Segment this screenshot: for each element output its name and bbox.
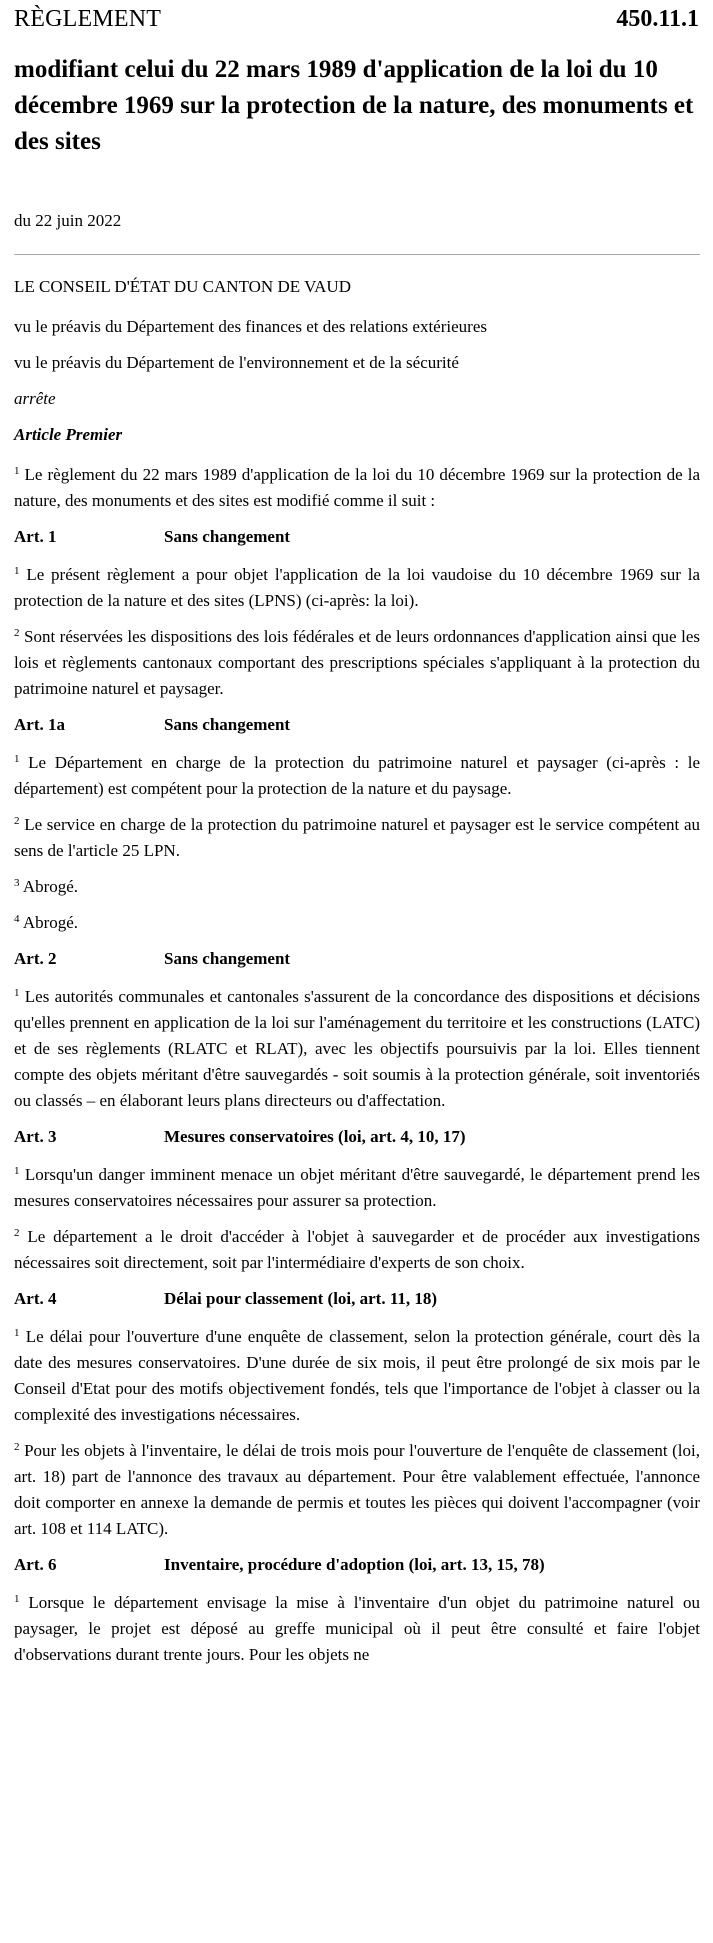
document-title: modifiant celui du 22 mars 1989 d'application de la loi du 10 décembre 1969 sur la protection de la nature, des monuments et des sites xyxy=(14,56,694,155)
paragraph-text: Le service en charge de la protection du patrimoine naturel et paysager est le service compétent au sens de l'article 25 LPN. xyxy=(14,815,700,860)
article-title: Sans changement xyxy=(164,527,291,546)
article-paragraph xyxy=(14,1224,700,1276)
preamble-item: vu le préavis du Département des finances et des relations extérieures xyxy=(14,317,487,336)
paragraph-number: 1 xyxy=(14,465,20,477)
paragraph-number: 1 xyxy=(14,565,20,577)
decree-word: arrête xyxy=(14,389,56,408)
article-premier-heading: Article Premier xyxy=(14,425,123,444)
paragraph-number: 1 xyxy=(14,987,20,999)
article-paragraph xyxy=(14,562,700,614)
article-number: Art. 1a xyxy=(14,715,65,734)
paragraph-text: Le délai pour l'ouverture d'une enquête de classement, selon la protection générale, court dès la date des mesures conservatoires. D'une durée de six mois, il peut être prolongé de six mois par le Conseil d'Etat pour des motifs objectivement fondés, tels que l'importance de l'objet à classer ou la complexité des investigations nécessaires. xyxy=(14,1327,701,1424)
article-paragraph xyxy=(14,1162,700,1214)
article-title: Inventaire, procédure d'adoption (loi, art. 13, 15, 78) xyxy=(164,1555,545,1574)
article-heading xyxy=(14,946,700,972)
article-heading xyxy=(14,1124,700,1150)
paragraph-text: Le présent règlement a pour objet l'application de la loi vaudoise du 10 décembre 1969 sur la protection de la nature et des sites (LPNS) (ci-après: la loi). xyxy=(14,565,700,610)
article-title: Sans changement xyxy=(164,715,291,734)
paragraph-number: 3 xyxy=(14,877,20,889)
paragraph-number: 1 xyxy=(14,1593,20,1605)
article-premier-paragraph xyxy=(14,462,700,514)
article-heading xyxy=(14,1286,700,1312)
article-paragraph xyxy=(14,874,700,900)
article-paragraph xyxy=(14,812,700,864)
article-heading xyxy=(14,524,700,550)
paragraph-number: 2 xyxy=(14,1227,20,1239)
document-body xyxy=(14,274,700,1678)
document-header xyxy=(14,6,699,34)
document-date: du 22 juin 2022 xyxy=(14,211,122,230)
article-number: Art. 4 xyxy=(14,1289,57,1308)
article-paragraph xyxy=(14,984,700,1114)
articles-list xyxy=(14,524,700,1668)
article-heading xyxy=(14,1552,700,1578)
paragraph-number: 2 xyxy=(14,1441,20,1453)
article-number: Art. 3 xyxy=(14,1127,57,1146)
paragraph-text: Lorsqu'un danger imminent menace un objet méritant d'être sauvegardé, le département prend les mesures conservatoires nécessaires pour assurer sa protection. xyxy=(14,1165,701,1210)
paragraph-text: Sont réservées les dispositions des lois fédérales et de leurs ordonnances d'application ainsi que les lois et règlements cantonaux comportant des prescriptions spéciales s'appliquant à la protection du patrimoine naturel et paysager. xyxy=(14,627,700,698)
paragraph-number: 2 xyxy=(14,627,20,639)
article-title: Mesures conservatoires (loi, art. 4, 10, 17) xyxy=(164,1127,466,1146)
article-title: Délai pour classement (loi, art. 11, 18) xyxy=(164,1289,438,1308)
article-title: Sans changement xyxy=(164,949,291,968)
paragraph-text: Lorsque le département envisage la mise à l'inventaire d'un objet du patrimoine naturel ou paysager, le projet est déposé au greffe municipal où il peut être consulté et faire l'objet d'observations durant trente jours. Pour les objets ne xyxy=(14,1593,700,1664)
paragraph-text: Le Département en charge de la protection du patrimoine naturel et paysager (ci-après : le département) est compétent pour la protection de la nature et du paysage. xyxy=(14,753,701,798)
article-paragraph xyxy=(14,1324,700,1428)
header-divider xyxy=(14,254,700,255)
paragraph-number: 1 xyxy=(14,1165,20,1177)
article-number: Art. 2 xyxy=(14,949,57,968)
document-type: RÈGLEMENT xyxy=(14,6,162,32)
article-paragraph xyxy=(14,624,700,702)
article-paragraph xyxy=(14,1590,700,1668)
paragraph-text: Le règlement du 22 mars 1989 d'application de la loi du 10 décembre 1969 sur la protection de la nature, des monuments et des sites est modifié comme il suit : xyxy=(14,465,701,510)
paragraph-text: Le département a le droit d'accéder à l'objet à sauvegarder et de procéder aux investigations nécessaires soit directement, soit par l'intermédiaire d'experts de son choix. xyxy=(14,1227,701,1272)
article-paragraph xyxy=(14,910,700,936)
preamble-item: vu le préavis du Département de l'environnement et de la sécurité xyxy=(14,353,459,372)
article-number: Art. 6 xyxy=(14,1555,57,1574)
article-paragraph xyxy=(14,1438,700,1542)
issuing-authority: LE CONSEIL D'ÉTAT DU CANTON DE VAUD xyxy=(14,277,351,296)
paragraph-number: 2 xyxy=(14,815,20,827)
article-paragraph xyxy=(14,750,700,802)
paragraph-number: 4 xyxy=(14,913,20,925)
paragraph-text: Pour les objets à l'inventaire, le délai de trois mois pour l'ouverture de l'enquête de classement (loi, art. 18) part de l'annonce des travaux au département. Pour être valablement effectuée, l'annonce doit comporter en annexe la demande de permis et toutes les pièces qui doivent l'accompagner (voir art. 108 et 114 LATC). xyxy=(14,1441,700,1538)
paragraph-text: Abrogé. xyxy=(22,877,79,896)
paragraph-text: Abrogé. xyxy=(22,913,79,932)
paragraph-number: 1 xyxy=(14,1327,20,1339)
article-heading xyxy=(14,712,700,738)
article-number: Art. 1 xyxy=(14,527,57,546)
paragraph-text: Les autorités communales et cantonales s'assurent de la concordance des dispositions et décisions qu'elles prennent en application de la loi sur l'aménagement du territoire et les constructions (LATC) et de ses règlements (RLATC et RLAT), avec les objectifs poursuivis par la loi. Elles tiennent compte des objets méritant d'être sauvegardés - soit soumis à la protection générale, soit inventoriés ou classés – en élaborant leurs plans directeurs ou d'affectation. xyxy=(14,987,700,1110)
document-number: 450.11.1 xyxy=(616,6,699,32)
paragraph-number: 1 xyxy=(14,753,20,765)
